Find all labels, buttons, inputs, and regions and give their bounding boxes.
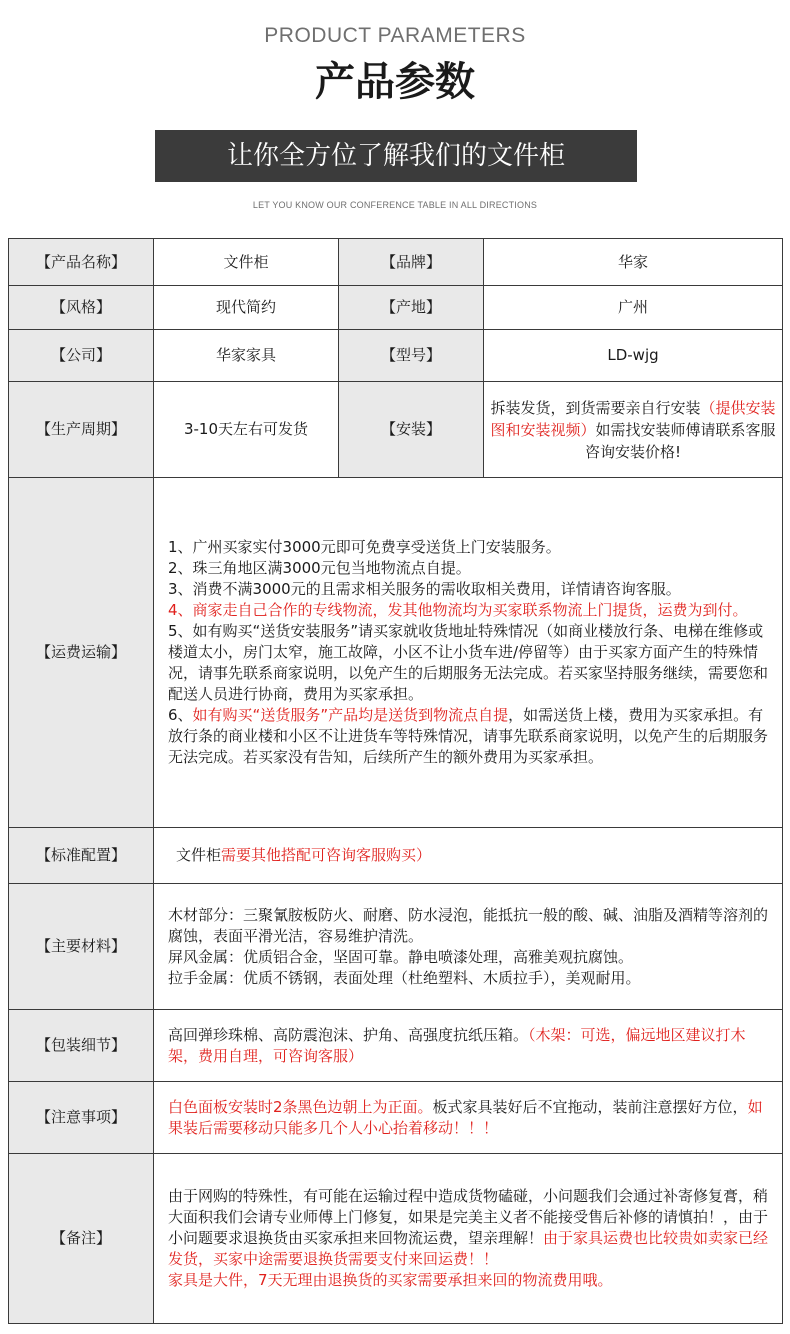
remarks-text-b: 由于家具运费也比较贵如卖家已经发货，买家中途需要退换货需要支付来回运费！！ (168, 1229, 769, 1268)
production-cycle-label: 【生产周期】 (9, 382, 154, 478)
remarks-text-a: 由于网购的特殊性，有可能在运输过程中造成货物磕碰，小问题我们会通过补寄修复膏，稍大面积我们会请专业师傅上门修复，如果是完美主义者不能接受售后补修的请慎拍！，由于小问题要求退换货由买家承担来回物流运费，望亲理解！ (168, 1187, 769, 1247)
production-cycle-value: 3-10天左右可发货 (154, 382, 339, 478)
table-row (9, 1010, 783, 1082)
packaging-text: 高回弹珍珠棉、高防震泡沫、护角、高强度抗纸压箱。 (168, 1025, 529, 1044)
shipping-item-4: 4、商家走自己合作的专线物流，发其他物流均为买家联系物流上门提货，运费为到付。 (168, 601, 748, 619)
notice-label: 【注意事项】 (9, 1082, 154, 1154)
notice-value (154, 1082, 783, 1154)
style-value: 现代简约 (154, 286, 339, 330)
company-value: 华家家具 (154, 330, 339, 382)
table-row (9, 286, 783, 330)
shipping-value (154, 478, 783, 828)
table-row (9, 382, 783, 478)
shipping-item-6-number: 6、 (168, 706, 193, 724)
standard-config-value (154, 828, 783, 884)
materials-handle-metal: 拉手金属：优质不锈钢，表面处理（杜绝塑料、木质拉手），美观耐用。 (168, 968, 641, 987)
model-value: LD-wjg (484, 330, 783, 382)
remarks-value (154, 1154, 783, 1324)
standard-config-item: 文件柜 (176, 846, 222, 864)
table-row (9, 884, 783, 1010)
company-label: 【公司】 (9, 330, 154, 382)
shipping-item-6 (168, 705, 770, 768)
notice-text-b: 板式家具装好后不宜拖动，装前注意摆好方位， (432, 1097, 748, 1116)
packaging-label: 【包装细节】 (9, 1010, 154, 1082)
header-banner: 让你全方位了解我们的文件柜 (155, 130, 637, 182)
origin-label: 【产地】 (339, 286, 484, 330)
materials-value (154, 884, 783, 1010)
shipping-item-3: 3、消费不满3000元的且需求相关服务的需收取相关费用，详情请咨询客服。 (168, 580, 681, 598)
remarks-label: 【备注】 (9, 1154, 154, 1324)
shipping-item-6-rest: ，如需送货上楼，费用为买家承担。有放行条的商业楼和小区不让进货车等特殊情况，请事先联系商家说明，以免产生的后期服务无法完成。若买家没有告知，后续所产生的额外费用为买家承担。 (168, 706, 769, 766)
product-name-label: 【产品名称】 (9, 239, 154, 286)
notice-text-a: 白色面板安装时2条黑色边朝上为正面。 (168, 1097, 433, 1116)
table-row (9, 330, 783, 382)
materials-wood: 木材部分：三聚氰胺板防火、耐磨、防水浸泡，能抵抗一般的酸、碱、油脂及酒精等溶剂的腐蚀，表面平滑光洁，容易维护清洗。 (168, 905, 769, 945)
shipping-item-1: 1、广州买家实付3000元即可免费享受送货上门安装服务。 (168, 538, 561, 556)
brand-value: 华家 (484, 239, 783, 286)
model-label: 【型号】 (339, 330, 484, 382)
shipping-item-5: 5、如有购买“送货安装服务”请买家就收货地址特殊情况（如商业楼放行条、电梯在维修或楼道太小，房门太窄，施工故障，小区不让小货车进/停留等）由于买家方面产生的特殊情况，请事先联系商家说明，以免产生的后期服务无法完成。若买家坚持服务继续，需要您和配送人员进行协商，费用为买家承担。 (168, 622, 769, 703)
materials-screen-metal: 屏风金属：优质铝合金，坚固可靠。静电喷漆处理，高雅美观抗腐蚀。 (168, 947, 634, 966)
standard-config-note: 需要其他搭配可咨询客服购买） (221, 846, 432, 864)
table-row (9, 478, 783, 828)
product-parameters-table (8, 238, 783, 1324)
table-row (9, 239, 783, 286)
origin-value: 广州 (484, 286, 783, 330)
page-title: 产品参数 (315, 59, 475, 105)
packaging-value (154, 1010, 783, 1082)
shipping-label: 【运费运输】 (9, 478, 154, 828)
standard-config-label: 【标准配置】 (9, 828, 154, 884)
installation-text-c: 如需找安装师傅请联系客服咨询安装价格! (584, 420, 776, 461)
installation-value (484, 382, 783, 478)
header-en-subtitle: LET YOU KNOW OUR CONFERENCE TABLE IN ALL DIRECTIONS (252, 200, 538, 210)
product-name-value: 文件柜 (154, 239, 339, 286)
style-label: 【风格】 (9, 286, 154, 330)
shipping-item-6-highlight: 如有购买“送货服务”产品均是送货到物流点自提 (192, 706, 509, 724)
table-row (9, 1154, 783, 1324)
materials-label: 【主要材料】 (9, 884, 154, 1010)
installation-text-b: （提供安装图和安装视频） (490, 398, 776, 439)
installation-label: 【安装】 (339, 382, 484, 478)
packaging-note: （木架：可选，偏远地区建议打木架，费用自理，可咨询客服） (168, 1025, 746, 1065)
notice-text-c: 如果装后需要移动只能多几个人小心抬着移动！！！ (168, 1097, 763, 1137)
remarks-text-c: 家具是大件，7天无理由退换货的买家需要承担来回的物流费用哦。 (168, 1271, 613, 1289)
table-row (9, 1082, 783, 1154)
brand-label: 【品牌】 (339, 239, 484, 286)
header-en-title: PRODUCT PARAMETERS (264, 24, 526, 47)
table-row (9, 828, 783, 884)
shipping-item-2: 2、珠三角地区满3000元包当地物流点自提。 (168, 559, 471, 577)
installation-text-a: 拆装发货，到货需要亲自行安装 (490, 398, 701, 417)
